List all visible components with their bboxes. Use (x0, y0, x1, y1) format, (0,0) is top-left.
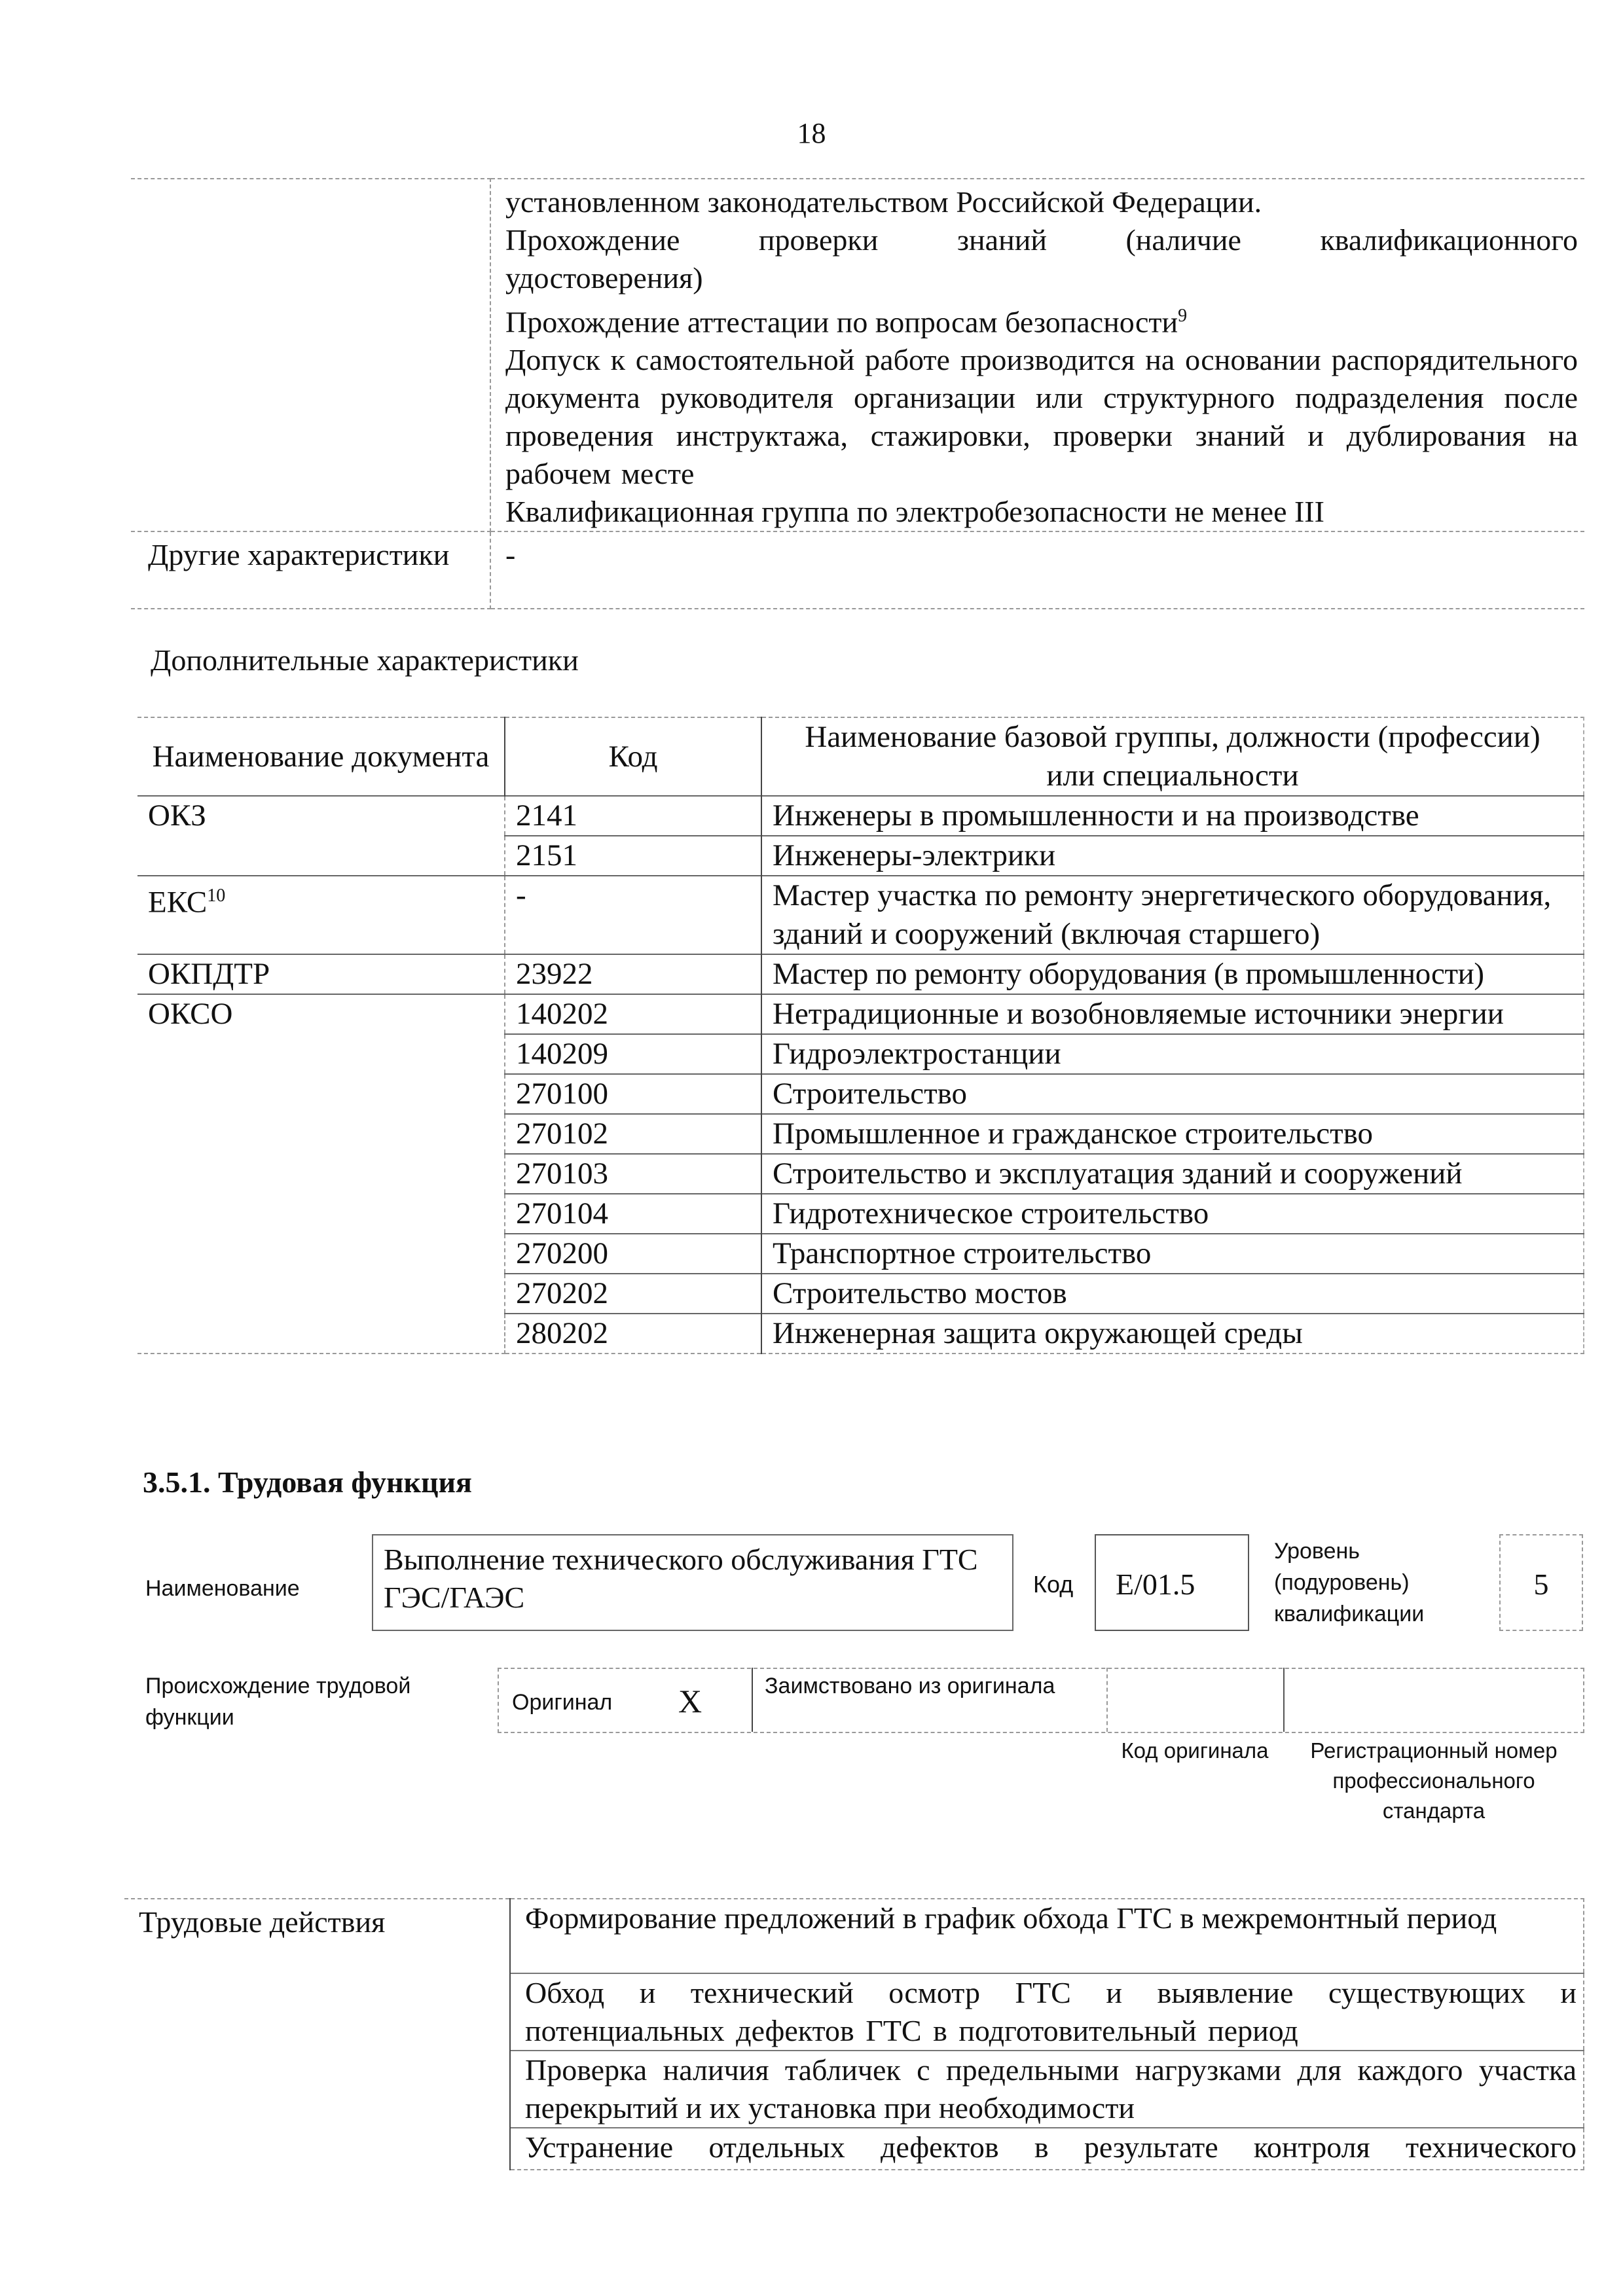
table-cell-code: 280202 (505, 1314, 761, 1354)
qualification-table (131, 178, 1584, 609)
table-cell-doc (137, 1034, 505, 1074)
registration-number-caption: Регистрационный номер профессионального стандарта (1310, 1738, 1558, 1823)
table-cell-code: - (505, 876, 761, 954)
table-cell-name: Транспортное строительство (761, 1234, 1584, 1274)
origin-label: Происхождение трудовой функции (145, 1674, 411, 1730)
table-cell-name: Инженеры-электрики (761, 836, 1584, 876)
labor-action-item: Устранение отдельных дефектов в результате контроля технического (510, 2128, 1584, 2170)
additional-characteristics-table (137, 717, 1584, 1354)
table-cell-code: 2141 (505, 796, 761, 836)
table-cell-name: Мастер участка по ремонту энергетического оборудования, зданий и сооружений (включая старшего) (761, 876, 1584, 954)
borrowed-label: Заимствовано из оригинала (765, 1674, 1055, 1698)
table-cell-name: Мастер по ремонту оборудования (в промышленности) (761, 954, 1584, 994)
labor-action-item: Формирование предложений в график обхода ГТС в межремонтный период (510, 1899, 1584, 1973)
req-line-1: установленном законодательством Российской Федерации. (505, 185, 1262, 219)
req-line-2: Прохождение проверки знаний (наличие квалификационного удостоверения) (505, 223, 1578, 295)
other-characteristics-label: Другие характеристики (131, 531, 490, 609)
page-number: 18 (797, 117, 826, 149)
table-cell-name: Строительство и эксплуатация зданий и сооружений (761, 1154, 1584, 1194)
function-name-label: Наименование (145, 1576, 300, 1601)
section-title: 3.5.1. Трудовая функция (143, 1465, 472, 1499)
req-line-3: Прохождение аттестации по вопросам безопасности$^9$ (505, 305, 1188, 339)
requirements-label-cell (131, 179, 490, 531)
origin-divider-2 (1106, 1668, 1108, 1732)
origin-divider-3 (1283, 1668, 1285, 1732)
labor-actions-table (124, 1898, 1584, 2170)
table-cell-code: 140202 (505, 994, 761, 1034)
req-line-4: Допуск к самостоятельной работе производится на основании распорядительного документа руководителя организации или структурного подразделения после проведения инструктажа, стажировки, проверки знаний и дублирования на рабочем месте (505, 343, 1578, 491)
labor-action-item: Обход и технический осмотр ГТС и выявление существующих и потенциальных дефектов ГТС в подготовительный период (510, 1973, 1584, 2051)
table-cell-doc (137, 1234, 505, 1274)
table-cell-code: 23922 (505, 954, 761, 994)
table-cell-doc: ОКСО (137, 994, 505, 1034)
table-cell-name: Строительство (761, 1074, 1584, 1114)
function-name-box: Выполнение технического обслуживания ГТС ГЭС/ГАЭС (372, 1534, 1013, 1631)
table-cell-name: Гидротехническое строительство (761, 1194, 1584, 1234)
header-document-name: Наименование документа (137, 717, 505, 796)
table-cell-code: 270102 (505, 1114, 761, 1154)
req-line-5: Квалификационная группа по электробезопасности не менее III (505, 495, 1324, 529)
table-cell-code: 270202 (505, 1274, 761, 1314)
table-cell-doc (137, 1154, 505, 1194)
table-cell-code: 270100 (505, 1074, 761, 1114)
additional-characteristics-title: Дополнительные характеристики (151, 643, 579, 677)
table-cell-doc (137, 1314, 505, 1354)
original-mark: X (678, 1683, 702, 1719)
table-cell-doc (137, 1114, 505, 1154)
table-cell-doc: ОКЗ (137, 796, 505, 836)
table-cell-code: 2151 (505, 836, 761, 876)
qualification-level-label: Уровень (подуровень) квалификации (1274, 1539, 1425, 1626)
table-cell-doc (137, 1194, 505, 1234)
table-cell-name: Гидроэлектростанции (761, 1034, 1584, 1074)
table-cell-code: 270104 (505, 1194, 761, 1234)
original-code-caption: Код оригинала (1121, 1738, 1269, 1763)
labor-actions-label: Трудовые действия (124, 1899, 510, 2170)
origin-divider-1 (752, 1668, 753, 1732)
header-code: Код (505, 717, 761, 796)
requirements-value-cell (490, 179, 1584, 531)
table-cell-doc (137, 1274, 505, 1314)
table-cell-doc (137, 836, 505, 876)
table-cell-doc: ЕКС$^{10}$ (137, 876, 505, 954)
table-cell-name: Нетрадиционные и возобновляемые источники энергии (761, 994, 1584, 1034)
table-cell-doc: ОКПДТР (137, 954, 505, 994)
qualification-level-box: 5 (1499, 1534, 1583, 1631)
table-cell-name: Инженерная защита окружающей среды (761, 1314, 1584, 1354)
other-characteristics-value: - (490, 531, 1584, 609)
labor-action-item: Проверка наличия табличек с предельными нагрузками для каждого участка перекрытий и их установка при необходимости (510, 2051, 1584, 2128)
table-cell-name: Промышленное и гражданское строительство (761, 1114, 1584, 1154)
table-cell-code: 140209 (505, 1034, 761, 1074)
table-cell-code: 270103 (505, 1154, 761, 1194)
header-base-group: Наименование базовой группы, должности (профессии) или специальности (761, 717, 1584, 796)
table-cell-doc (137, 1074, 505, 1114)
table-cell-name: Инженеры в промышленности и на производстве (761, 796, 1584, 836)
table-cell-code: 270200 (505, 1234, 761, 1274)
function-code-label: Код (1033, 1571, 1074, 1598)
table-cell-name: Строительство мостов (761, 1274, 1584, 1314)
function-code-box: E/01.5 (1095, 1534, 1249, 1631)
original-label: Оригинал (512, 1690, 613, 1715)
